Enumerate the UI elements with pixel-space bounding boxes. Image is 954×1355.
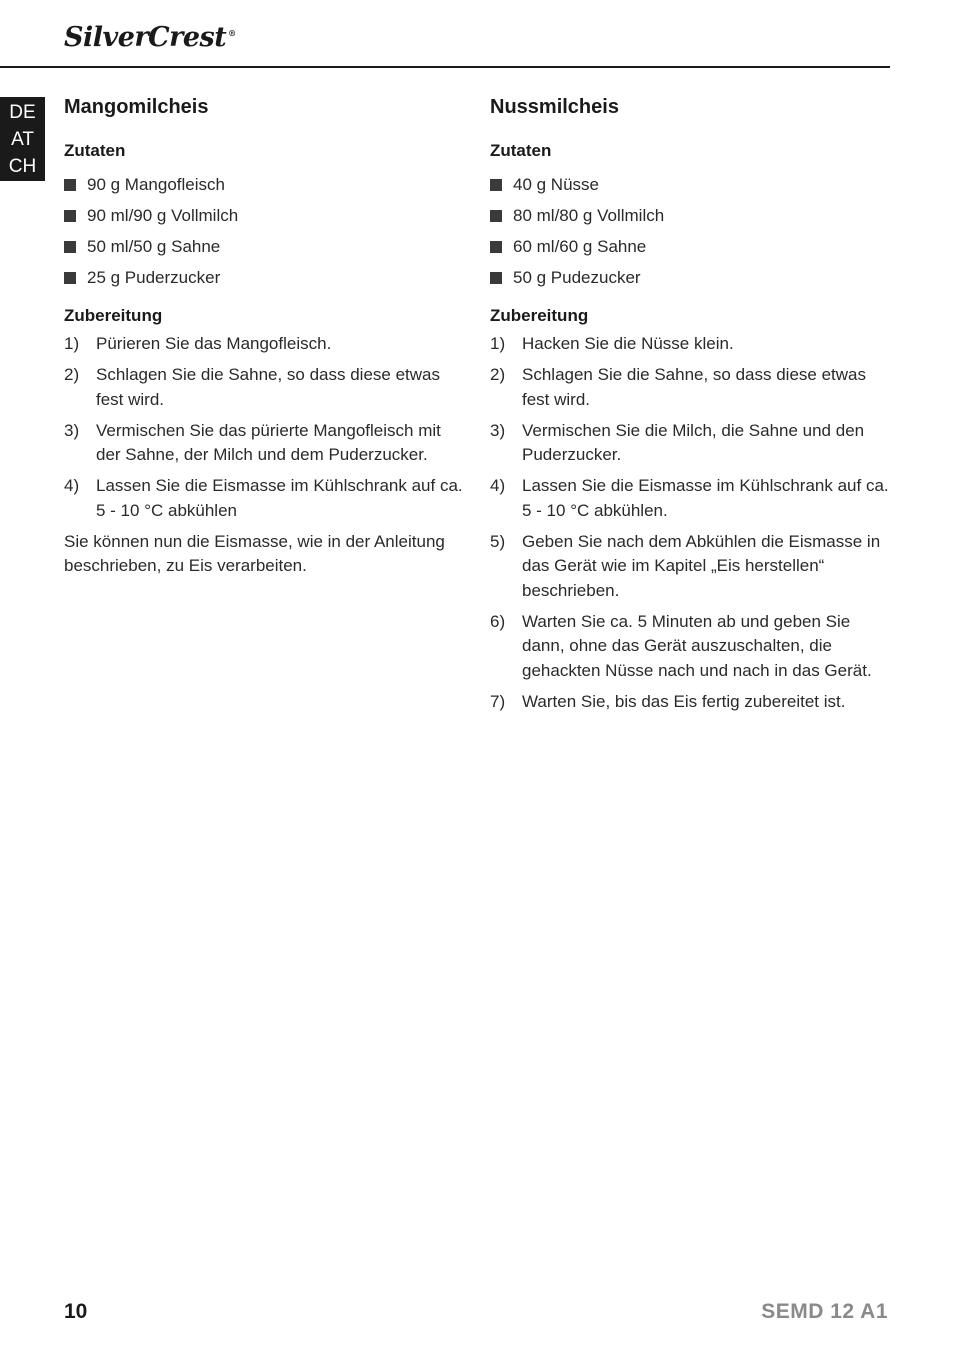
step-number: 4) — [490, 476, 506, 495]
step-text: Warten Sie, bis das Eis fertig zubereitet ist. — [522, 691, 846, 711]
lang-ch: CH — [8, 156, 37, 177]
header-divider — [0, 66, 890, 68]
step-number: 3) — [490, 420, 506, 440]
step-text: Lassen Sie die Eismasse im Kühlschrank auf ca. 5 - 10 °C abkühlen. — [522, 476, 889, 520]
recipe-title: Mangomilcheis — [64, 96, 209, 118]
step-item — [490, 332, 890, 357]
ingredients-heading: Zutaten — [490, 141, 552, 160]
step-item — [64, 474, 464, 523]
registered-mark: ® — [228, 28, 236, 38]
ingredient-item: 80 ml/80 g Vollmilch — [490, 200, 890, 231]
square-bullet-icon — [490, 210, 502, 222]
step-number: 7) — [490, 691, 506, 711]
step-text: Vermischen Sie das pürierte Mangofleisch mit der Sahne, der Milch und dem Puderzucker. — [96, 420, 441, 464]
step-text: Schlagen Sie die Sahne, so dass diese etwas fest wird. — [96, 365, 441, 409]
brand-logo — [64, 22, 236, 53]
step-item — [64, 363, 464, 412]
ingredient-item: 25 g Puderzucker — [64, 262, 464, 293]
ingredients-heading: Zutaten — [64, 141, 126, 160]
preparation-heading: Zubereitung — [490, 306, 589, 325]
step-number: 3) — [64, 420, 80, 440]
lang-de: DE — [9, 102, 36, 123]
square-bullet-icon — [490, 272, 502, 284]
ingredient-item: 50 ml/50 g Sahne — [64, 231, 464, 262]
step-number: 1) — [490, 334, 506, 353]
brand-name: SilverCrest — [64, 22, 227, 53]
recipe-note: Sie können nun die Eismasse, wie in der Anleitung beschrieben, zu Eis verarbeiten. — [64, 531, 445, 575]
step-number: 5) — [490, 531, 506, 551]
step-item — [490, 530, 890, 604]
language-tab — [0, 97, 45, 181]
step-text: Geben Sie nach dem Abkühlen die Eismasse in das Gerät wie im Kapitel „Eis herstellen“ beschrieben. — [522, 531, 881, 600]
step-number: 2) — [64, 365, 80, 384]
step-number: 6) — [490, 611, 506, 631]
page-number: 10 — [64, 1300, 88, 1323]
preparation-steps — [490, 332, 890, 714]
step-number: 1) — [64, 334, 80, 353]
step-text: Warten Sie ca. 5 Minuten ab und geben Sie dann, ohne das Gerät auszuschalten, die gehackten Nüsse nach und nach in das Gerät. — [522, 611, 872, 680]
preparation-heading: Zubereitung — [64, 306, 163, 325]
step-text: Vermischen Sie die Milch, die Sahne und den Puderzucker. — [522, 420, 865, 464]
step-number: 4) — [64, 476, 80, 495]
step-item — [64, 419, 464, 468]
step-text: Hacken Sie die Nüsse klein. — [522, 334, 734, 353]
step-item — [64, 332, 464, 357]
ingredient-item: 50 g Pudezucker — [490, 262, 890, 293]
ingredients-list — [490, 169, 890, 293]
ingredients-list — [64, 169, 464, 293]
ingredient-item: 90 ml/90 g Vollmilch — [64, 200, 464, 231]
ingredient-item: 90 g Mangofleisch — [64, 169, 464, 200]
square-bullet-icon — [490, 179, 502, 191]
step-item — [490, 610, 890, 684]
ingredient-item: 40 g Nüsse — [490, 169, 890, 200]
square-bullet-icon — [64, 272, 76, 284]
square-bullet-icon — [64, 210, 76, 222]
step-text: Schlagen Sie die Sahne, so dass diese etwas fest wird. — [522, 365, 867, 409]
step-item — [490, 690, 890, 715]
step-item — [490, 474, 890, 523]
preparation-steps — [64, 332, 464, 523]
square-bullet-icon — [490, 241, 502, 253]
step-item — [490, 419, 890, 468]
recipe-title: Nussmilcheis — [490, 96, 619, 118]
recipe-nut — [490, 93, 890, 721]
step-number: 2) — [490, 365, 506, 384]
square-bullet-icon — [64, 241, 76, 253]
step-text: Lassen Sie die Eismasse im Kühlschrank auf ca. 5 - 10 °C abkühlen — [96, 476, 463, 520]
ingredient-item: 60 ml/60 g Sahne — [490, 231, 890, 262]
recipe-mango — [64, 93, 464, 579]
step-text: Pürieren Sie das Mangofleisch. — [96, 334, 332, 353]
model-number: SEMD 12 A1 — [761, 1300, 888, 1323]
square-bullet-icon — [64, 179, 76, 191]
lang-at: AT — [11, 129, 34, 150]
step-item — [490, 363, 890, 412]
